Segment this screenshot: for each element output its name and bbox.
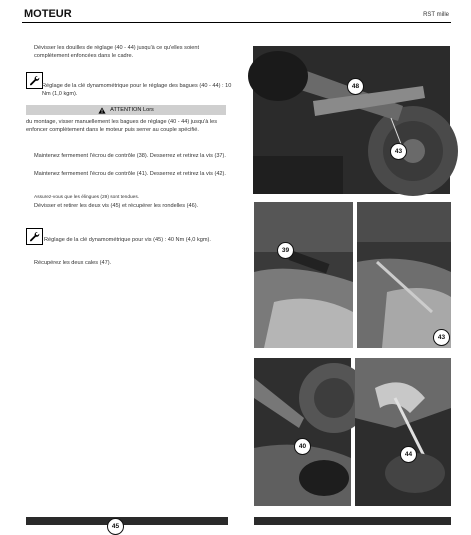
photo-bottom-right <box>254 517 451 525</box>
step-nut-38: Maintenez fermement l'écrou de contrôle (38). Desserrez et retirez la vis (37). <box>34 153 226 159</box>
note-slings: Assurez-vous que les élingues (29) sont tendues. <box>34 195 140 200</box>
step-nut-41: Maintenez fermement l'écrou de contrôle (41). Desserrez et retirez la vis (42). <box>34 171 226 177</box>
model-name: RST mille <box>423 12 449 18</box>
photo-control-nut-left <box>254 202 353 348</box>
callout-40: 40 <box>294 438 311 455</box>
callout-48: 48 <box>347 78 364 95</box>
step-shims-47: Récupérez les deux cales (47). <box>34 260 112 266</box>
photo-adjustment-bushing <box>253 46 450 194</box>
callout-43: 43 <box>433 329 450 346</box>
callout-39: 39 <box>277 242 294 259</box>
wrench-icon <box>26 72 43 89</box>
callout-44: 44 <box>400 446 417 463</box>
attention-label: ATTENTION Lors <box>110 107 154 113</box>
photo-screw-right <box>355 358 451 506</box>
photo-control-nut-right <box>357 202 451 348</box>
paragraph-unscrew: Dévisser les douilles de réglage (40 - 44) jusqu'à ce qu'elles soient complètement enfoncées dans le cadre. <box>34 45 200 59</box>
wrench-icon <box>26 228 43 245</box>
page-title: MOTEUR <box>24 8 72 20</box>
header-divider <box>22 22 451 23</box>
torque-setting-2: Réglage de la clé dynamométrique pour vis (45) : 40 Nm (4,0 kgm). <box>44 237 211 243</box>
step-screws-45: Dévisser et retirer les deux vis (45) et récupérer les rondelles (46). <box>34 203 199 209</box>
warning-triangle-icon <box>98 107 106 114</box>
paragraph-assembly: du montage, visser manuellement les bagues de réglage (40 - 44) jusqu'à les enfoncer complètement dans le moteur puis serrer au couple spécifié. <box>26 119 218 133</box>
photo-bottom-left <box>26 517 228 530</box>
callout-45: 45 <box>107 518 124 535</box>
photo-screw-left <box>254 358 351 506</box>
torque-setting-1: Réglage de la clé dynamométrique pour le réglage des bagues (40 - 44) : 10 Nm (1,0 kgm). <box>42 83 232 97</box>
callout-43: 43 <box>390 143 407 160</box>
attention-banner <box>26 105 226 115</box>
